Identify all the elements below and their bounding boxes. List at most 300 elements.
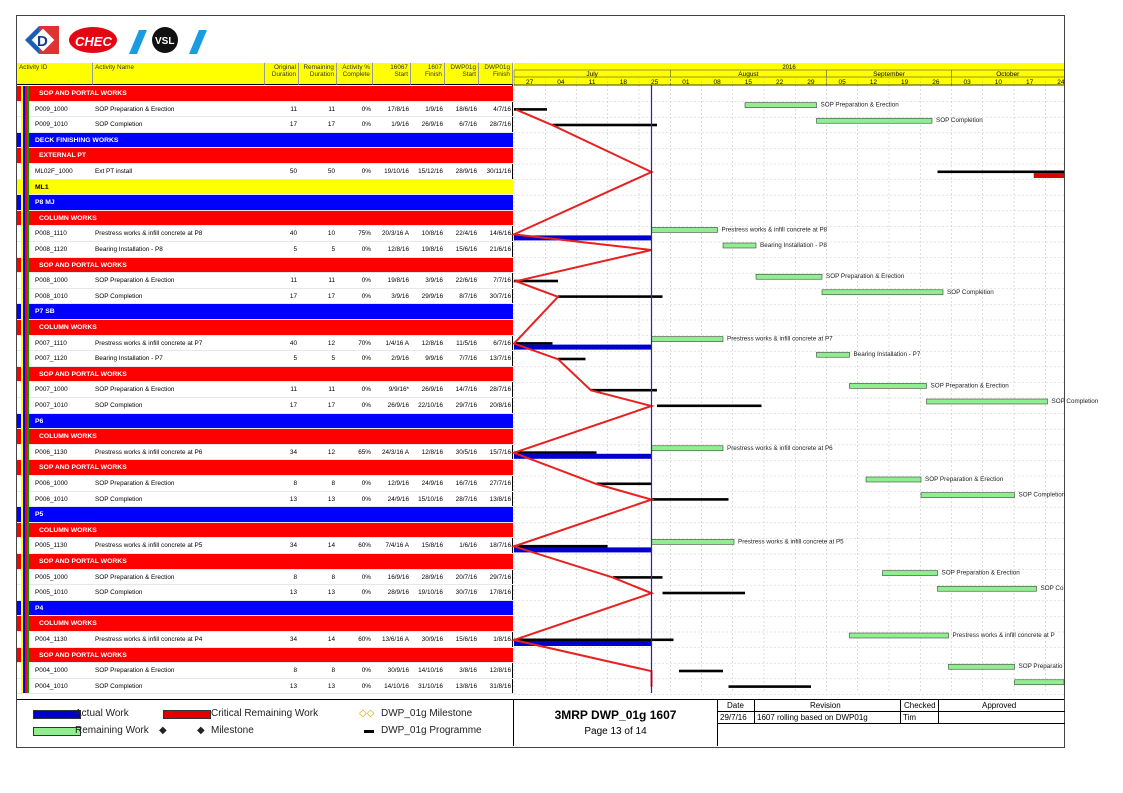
cell-f1: 15/12/16 [418, 168, 443, 175]
cell-rem: 14 [327, 542, 335, 550]
cell-orig: 13 [289, 589, 297, 597]
remaining-work-bar [652, 337, 724, 342]
logo-bar [17, 16, 1064, 62]
bar-label: SOP Preparation & Erection [826, 273, 905, 281]
dwp-programme-bar [514, 639, 674, 642]
bar-label: Prestress works & infill concrete at P7 [727, 335, 833, 343]
cell-rem: 8 [331, 480, 335, 487]
col-header-percent-complete[interactable]: Activity % Complete [337, 63, 373, 85]
cell-f2: 1/8/16 [493, 636, 511, 643]
cell-s1: 24/3/16 A [381, 448, 409, 456]
dwp-programme-bar [514, 545, 608, 548]
cell-name: Ext PT install [95, 168, 133, 175]
month-label: September [873, 71, 905, 78]
week-label: 15 [744, 79, 752, 86]
cell-name: SOP Preparation & Erection [95, 480, 175, 487]
remaining-work-bar [850, 383, 927, 388]
cell-name: SOP Preparation & Erection [95, 386, 175, 394]
cell-id: P007_1110 [35, 339, 67, 347]
cell-pct: 75% [358, 230, 371, 238]
wbs-group-row[interactable] [17, 367, 513, 383]
cell-f2: 6/7/16 [493, 339, 511, 347]
cell-rem: 11 [328, 386, 335, 394]
cell-s2: 14/7/16 [455, 386, 477, 394]
cell-rem: 11 [328, 277, 335, 285]
cell-f2: 17/8/16 [489, 589, 511, 597]
cell-id: P004_1010 [35, 682, 68, 690]
cell-name: Prestress works & infill concrete at P4 [95, 636, 203, 643]
cell-id: P005_1130 [35, 542, 68, 550]
legend-critical-label: Critical Remaining Work [211, 708, 319, 719]
cell-pct: 0% [361, 168, 371, 175]
cell-pct: 0% [361, 573, 371, 581]
cell-s1: 7/4/16 A [385, 542, 409, 550]
bar-label: SOP Preparatio [1018, 663, 1063, 671]
cell-f2: 4/7/16 [493, 105, 511, 113]
dwp-milestone-icon: ◇◇ [359, 708, 375, 719]
cell-f2: 21/6/16 [489, 246, 511, 253]
cell-s2: 28/9/16 [455, 168, 477, 175]
wbs-group-row[interactable] [17, 523, 513, 539]
cell-rem: 12 [327, 448, 335, 456]
cell-pct: 0% [361, 105, 371, 113]
cell-name: Bearing Installation - P8 [95, 246, 163, 253]
wbs-group-label: SOP AND PORTAL WORKS [39, 464, 127, 472]
bar-label: SOP Completion [1051, 398, 1099, 405]
col-header-activity-name[interactable]: Activity Name [93, 63, 265, 85]
cell-f1: 29/9/16 [421, 292, 443, 300]
wbs-group-row[interactable] [17, 320, 513, 336]
cell-pct: 0% [361, 292, 371, 300]
cell-name: SOP Completion [95, 121, 143, 129]
col-header-finish-1607[interactable]: 1607 Finish [411, 63, 445, 85]
cell-id: P009_1000 [35, 105, 68, 113]
cell-pct: 0% [361, 589, 371, 597]
week-label: 25 [651, 79, 659, 86]
cell-id: P007_1000 [35, 386, 68, 394]
week-label: 18 [619, 79, 627, 86]
activity-row[interactable] [17, 398, 513, 414]
cell-s2: 15/6/16 [455, 246, 477, 253]
cell-rem: 8 [331, 573, 335, 581]
cell-id: P005_1000 [35, 573, 68, 581]
bar-label: SOP Preparation & Erection [941, 569, 1020, 577]
dwp-programme-bar [652, 498, 729, 501]
remaining-work-bar [866, 477, 921, 482]
activity-row[interactable] [17, 289, 513, 305]
cell-f1: 22/10/16 [418, 402, 443, 409]
wbs-group-row[interactable] [17, 616, 513, 632]
cell-f2: 28/7/16 [489, 121, 511, 129]
activity-row[interactable] [17, 632, 513, 648]
cell-rem: 10 [327, 230, 335, 238]
wbs-group-label: P7 SB [35, 308, 55, 316]
wbs-group-row[interactable] [17, 414, 513, 430]
dwp-programme-bar [553, 124, 658, 127]
dwp-programme-bar [657, 405, 762, 408]
cell-orig: 5 [293, 355, 297, 363]
company-logo-chec [69, 27, 117, 53]
remaining-work-bar [927, 399, 1048, 404]
cell-pct: 0% [361, 246, 371, 253]
dwp-programme-bar [558, 358, 586, 361]
dwp-programme-bar [591, 389, 657, 392]
wbs-group-row[interactable] [17, 180, 513, 196]
bar-label: SOP Completion [936, 117, 983, 125]
remaining-work-bar [652, 539, 735, 544]
cell-orig: 13 [289, 495, 297, 503]
group-band [514, 199, 1064, 208]
legend-swatch-actual [33, 710, 81, 719]
cell-pct: 0% [361, 386, 371, 394]
cell-pct: 0% [361, 355, 371, 363]
activity-row[interactable] [17, 226, 513, 242]
dwp-programme-bar [558, 295, 663, 298]
week-label: 11 [588, 79, 596, 86]
cell-f2: 31/8/16 [489, 682, 511, 690]
legend-milestone-label: Milestone [211, 725, 254, 736]
wbs-group-label: ML1 [35, 183, 49, 191]
col-header-original-duration[interactable]: Original Duration [265, 63, 299, 85]
cell-orig: 13 [289, 682, 297, 690]
rev-date: 29/7/16 [720, 713, 747, 722]
cell-pct: 0% [361, 402, 371, 409]
cell-s2: 11/5/16 [456, 339, 477, 347]
wbs-group-label: P5 [35, 511, 44, 519]
cell-s1: 1/4/16 A [385, 339, 409, 347]
wbs-group-label: P8 MJ [35, 199, 55, 207]
cell-name: Bearing Installation - P7 [95, 355, 163, 363]
cell-f1: 26/9/16 [421, 121, 443, 129]
dwp-programme-icon [364, 730, 374, 733]
legend-swatch-remaining [33, 727, 81, 736]
bar-label: Prestress works & infill concrete at P5 [738, 538, 844, 546]
cell-s1: 12/8/16 [387, 246, 409, 253]
cell-s1: 1/9/16 [391, 121, 409, 129]
wbs-group-label: SOP AND PORTAL WORKS [39, 90, 127, 97]
col-header-dwp-finish[interactable]: DWP01g Finish [479, 63, 513, 85]
cell-id: P007_1010 [35, 402, 68, 409]
cell-f1: 3/9/16 [425, 277, 443, 285]
cell-name: SOP Completion [95, 292, 143, 300]
col-header-activity-id[interactable]: Activity ID [17, 63, 93, 85]
cell-f1: 19/10/16 [418, 589, 443, 597]
actual-work-bar [514, 345, 652, 350]
activity-row[interactable] [17, 117, 513, 133]
cell-s2: 20/7/16 [455, 573, 477, 581]
cell-s1: 28/9/16 [387, 589, 409, 597]
cell-name: SOP Completion [95, 402, 143, 409]
remaining-work-bar [745, 103, 817, 108]
wbs-group-row[interactable] [17, 86, 513, 102]
cell-f2: 30/7/16 [489, 292, 511, 300]
cell-f1: 12/8/16 [421, 339, 443, 347]
revision-table [717, 700, 1064, 746]
wbs-group-row[interactable] [17, 601, 513, 617]
company-logo-vsl [129, 27, 207, 54]
wbs-group-row[interactable] [17, 148, 513, 164]
remaining-work-bar [1015, 680, 1065, 685]
wbs-group-label: COLUMN WORKS [39, 526, 97, 534]
cell-id: P006_1000 [35, 480, 68, 487]
cell-orig: 34 [289, 448, 297, 456]
cell-f1: 15/10/16 [418, 495, 443, 503]
remaining-work-bar [817, 118, 933, 123]
bar-label: Prestress works & infill concrete at P [952, 632, 1055, 639]
cell-orig: 34 [289, 542, 297, 550]
wbs-group-label: DECK FINISHING WORKS [35, 136, 119, 144]
wbs-level-strips [21, 86, 31, 693]
week-label: 19 [901, 79, 909, 86]
cell-id: ML02F_1000 [35, 168, 73, 175]
remaining-work-bar [756, 274, 822, 279]
wbs-group-row[interactable] [17, 554, 513, 570]
month-label: October [996, 71, 1020, 78]
bar-label: Prestress works & infill concrete at P6 [727, 444, 833, 452]
wbs-group-row[interactable] [17, 429, 513, 445]
cell-rem: 5 [331, 246, 335, 253]
cell-pct: 0% [361, 277, 371, 285]
activity-row[interactable] [17, 242, 513, 258]
cell-pct: 0% [361, 121, 371, 129]
activity-row[interactable] [17, 164, 513, 180]
cell-f2: 13/8/16 [489, 495, 511, 503]
week-label: 03 [963, 79, 971, 86]
col-header-dwp-start[interactable]: DWP01g Start [445, 63, 479, 85]
cell-id: P006_1010 [35, 495, 68, 503]
cell-f1: 19/8/16 [421, 246, 443, 253]
wbs-group-row[interactable] [17, 304, 513, 320]
cell-rem: 13 [327, 589, 335, 597]
cell-pct: 0% [361, 480, 371, 487]
activity-row[interactable] [17, 445, 513, 461]
wbs-group-label: SOP AND PORTAL WORKS [39, 651, 127, 659]
dwp-programme-bar [597, 483, 652, 486]
week-label: 10 [994, 79, 1002, 86]
cell-id: P007_1120 [35, 355, 68, 363]
wbs-group-row[interactable] [17, 507, 513, 523]
cell-orig: 17 [289, 402, 297, 409]
cell-f2: 12/8/16 [489, 667, 511, 675]
cell-pct: 0% [361, 495, 371, 503]
cell-f1: 26/9/16 [421, 386, 443, 394]
cell-s2: 16/7/16 [455, 480, 477, 487]
wbs-group-row[interactable] [17, 648, 513, 664]
activity-row[interactable] [17, 382, 513, 398]
actual-work-bar [514, 547, 652, 552]
svg-text:D: D [37, 33, 48, 50]
cell-name: SOP Completion [95, 589, 143, 597]
activity-row[interactable] [17, 492, 513, 508]
week-label: 22 [776, 79, 784, 86]
cell-s1: 12/9/16 [387, 480, 409, 487]
cell-s2: 13/8/16 [455, 682, 477, 690]
bar-label: SOP Preparation & Erection [925, 476, 1004, 483]
schedule-frame [16, 15, 1099, 748]
cell-id: P005_1010 [35, 589, 68, 597]
cell-s1: 9/9/16* [388, 386, 409, 394]
cell-pct: 60% [358, 636, 371, 643]
cell-rem: 13 [327, 495, 335, 503]
remaining-work-bar [822, 290, 943, 295]
wbs-group-label: SOP AND PORTAL WORKS [39, 261, 127, 269]
legend-actual-label: Actual Work [75, 708, 129, 719]
gantt-canvas [514, 63, 1099, 693]
wbs-group-label: P4 [35, 604, 44, 612]
month-label: August [738, 71, 759, 78]
cell-s1: 19/8/16 [387, 277, 409, 285]
cell-f1: 30/9/16 [421, 636, 443, 643]
cell-rem: 5 [331, 355, 335, 363]
cell-s1: 14/10/16 [384, 682, 409, 690]
cell-id: P008_1120 [35, 246, 68, 253]
cell-s1: 20/3/16 A [381, 230, 409, 238]
group-band [514, 137, 1064, 146]
activity-row[interactable] [17, 351, 513, 367]
cell-s2: 30/5/16 [455, 448, 477, 456]
cell-orig: 17 [289, 121, 297, 129]
cell-s1: 13/6/16 A [381, 636, 409, 643]
dwp-programme-bar [679, 670, 723, 673]
bar-label: SOP Preparation & Erection [930, 382, 1009, 390]
cell-f2: 14/6/16 [489, 230, 511, 238]
month-label: July [586, 71, 598, 78]
week-label: 05 [838, 79, 846, 86]
cell-f1: 10/8/16 [421, 230, 443, 238]
activity-row[interactable] [17, 336, 513, 352]
title-block [513, 700, 717, 746]
cell-s2: 29/7/16 [455, 402, 477, 409]
legend-remaining-label: Remaining Work [75, 725, 149, 736]
cell-s2: 15/6/16 [455, 636, 477, 643]
bar-label: Prestress works & infill concrete at P8 [721, 226, 828, 234]
remaining-work-bar [723, 243, 756, 248]
cell-s2: 22/4/16 [455, 230, 477, 238]
cell-s1: 30/9/16 [387, 667, 409, 675]
cell-orig: 8 [293, 480, 297, 487]
cell-s1: 16/9/16 [387, 573, 409, 581]
col-header-remaining-duration[interactable]: Remaining Duration [299, 63, 337, 85]
cell-s2: 8/7/16 [459, 292, 477, 300]
cell-rem: 13 [327, 682, 335, 690]
cell-f1: 14/10/16 [418, 667, 443, 675]
logos [17, 16, 217, 62]
cell-s2: 3/8/16 [459, 667, 477, 675]
cell-id: P008_1010 [35, 292, 68, 300]
bar-label: Bearing Installation - P7 [853, 351, 921, 359]
actual-work-bar [514, 454, 652, 459]
cell-s2: 22/6/16 [455, 277, 477, 285]
cell-name: Prestress works & infill concrete at P7 [95, 339, 203, 347]
wbs-group-label: P6 [35, 417, 44, 425]
wbs-group-label: SOP AND PORTAL WORKS [39, 558, 127, 565]
cell-id: P004_1130 [35, 636, 68, 643]
activity-row[interactable] [17, 476, 513, 492]
cell-orig: 40 [289, 339, 297, 347]
cell-name: Prestress works & infill concrete at P6 [95, 448, 203, 456]
week-label: 24 [1057, 79, 1065, 86]
cell-s1: 2/9/16 [391, 355, 409, 363]
wbs-group-row[interactable] [17, 133, 513, 149]
wbs-group-row[interactable] [17, 211, 513, 227]
week-label: 04 [557, 79, 565, 86]
svg-text:VSL: VSL [155, 36, 175, 47]
bar-label: Bearing Installation - P8 [760, 242, 827, 249]
legend-swatch-critical [163, 710, 211, 719]
wbs-group-row[interactable] [17, 258, 513, 274]
cell-id: P004_1000 [35, 667, 68, 675]
gantt-chart [514, 63, 1099, 693]
rev-header-approved: Approved [982, 701, 1017, 710]
milestone-diamond-icon: ◆ [197, 725, 205, 736]
activity-row[interactable] [17, 273, 513, 289]
cell-f2: 27/7/16 [489, 480, 511, 487]
remaining-work-bar [817, 352, 850, 357]
cell-id: P009_1010 [35, 121, 68, 129]
svg-text:CHEC: CHEC [75, 34, 112, 49]
remaining-work-bar [652, 227, 718, 232]
activity-row[interactable] [17, 538, 513, 554]
cell-orig: 8 [293, 667, 297, 675]
cell-id: P006_1130 [35, 448, 68, 456]
cell-id: P008_1110 [35, 230, 67, 238]
cell-pct: 0% [361, 682, 371, 690]
timescale-year: 2016 [782, 65, 796, 71]
cell-f1: 31/10/16 [418, 682, 443, 690]
bar-label: SOP Preparation & Erection [820, 101, 899, 109]
cell-id: P008_1000 [35, 277, 68, 285]
activity-row[interactable] [17, 585, 513, 601]
cell-name: SOP Preparation & Erection [95, 277, 175, 285]
cell-f2: 29/7/16 [489, 573, 511, 581]
bar-label: SOP Completion [947, 288, 994, 296]
cell-rem: 17 [327, 292, 335, 300]
legend-dwp-milestone-label: DWP_01g Milestone [381, 708, 473, 719]
cell-orig: 40 [289, 230, 297, 238]
cell-name: SOP Preparation & Erection [95, 573, 175, 581]
legend-dwp-programme-label: DWP_01g Programme [381, 725, 482, 736]
activity-row[interactable] [17, 663, 513, 679]
cell-name: Prestress works & infill concrete at P5 [95, 542, 203, 550]
activity-row[interactable] [17, 679, 513, 695]
cell-orig: 11 [290, 105, 297, 113]
cell-rem: 17 [327, 402, 335, 409]
remaining-work-bar [850, 633, 949, 638]
cell-s2: 30/7/16 [455, 589, 477, 597]
wbs-group-row[interactable] [17, 460, 513, 476]
activity-table [17, 63, 513, 693]
cell-f1: 28/9/16 [421, 573, 443, 581]
cell-f1: 15/8/16 [421, 542, 443, 550]
cell-s1: 26/9/16 [387, 402, 409, 409]
remaining-work-bar [949, 664, 1015, 669]
cell-f2: 30/11/16 [486, 168, 511, 175]
dwp-programme-bar [514, 451, 597, 454]
rev-header-date: Date [727, 701, 744, 710]
cell-pct: 0% [361, 667, 371, 675]
legend-panel [17, 699, 1064, 747]
cell-f1: 24/9/16 [421, 480, 443, 487]
cell-f1: 1/9/16 [425, 105, 443, 113]
cell-rem: 12 [327, 339, 335, 347]
wbs-group-row[interactable] [17, 195, 513, 211]
activity-row[interactable] [17, 102, 513, 118]
wbs-group-label: SOP AND PORTAL WORKS [39, 370, 127, 378]
week-label: 29 [807, 79, 815, 86]
week-label: 26 [932, 79, 940, 86]
col-header-start-1607[interactable]: 16067 Start [373, 63, 411, 85]
activity-row[interactable] [17, 570, 513, 586]
